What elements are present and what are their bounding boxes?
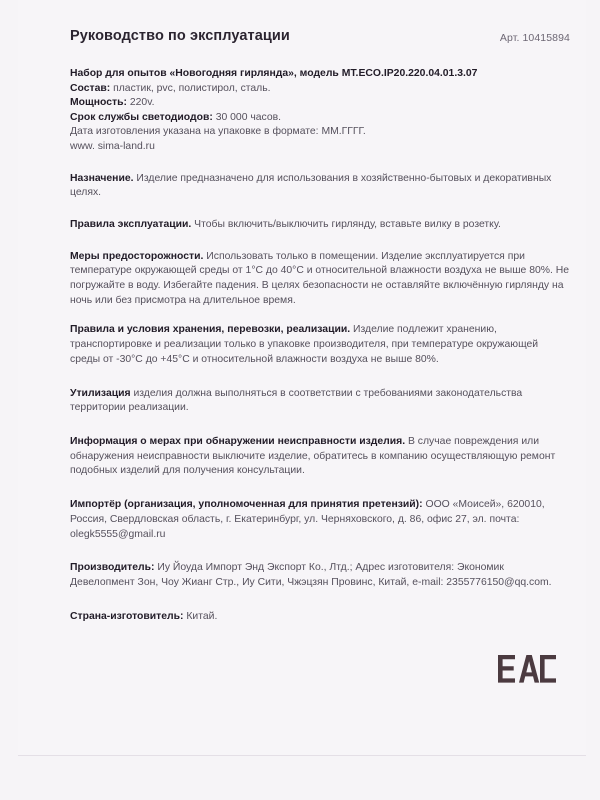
section-importer bbox=[70, 498, 570, 542]
section-country-heading: Страна-изготовитель: bbox=[70, 610, 184, 622]
section-disposal-body: изделия должна выполняться в соответствии с требованиями законодательства территории реализации. bbox=[70, 387, 523, 414]
section-operating-rules bbox=[70, 218, 570, 233]
spec-model-line bbox=[70, 67, 570, 82]
section-disposal bbox=[70, 387, 570, 416]
page-surface bbox=[18, 0, 586, 756]
section-purpose-body: Изделие предназначено для использования в хозяйственно-бытовых и декоративных целях. bbox=[70, 172, 552, 199]
section-country-of-origin bbox=[70, 610, 570, 625]
spec-led-life-label: Срок службы светодиодов: bbox=[70, 111, 213, 123]
spec-power-value: 220v. bbox=[129, 97, 155, 109]
section-country-body: Китай. bbox=[183, 610, 218, 622]
spec-manufacture-date: Дата изготовления указана на упаковке в формате: ММ.ГГГГ. bbox=[70, 126, 366, 138]
section-storage-transport-sale bbox=[70, 323, 570, 367]
spec-power-line bbox=[70, 96, 570, 111]
spec-model-label: Набор для опытов «Новогодняя гирлянда», модель bbox=[70, 68, 339, 79]
document-content bbox=[70, 28, 570, 624]
spec-model-value: MT.ECO.IP20.220.04.01.3.07 bbox=[341, 68, 478, 79]
section-storage-body: Изделие подлежит хранению, транспортировке и реализации только в упаковке производителя, при температуре окружающей среды от -30°С до +45°С и относительной влажности воздуха не выше 80%. bbox=[70, 324, 539, 365]
section-manufacturer-heading: Производитель: bbox=[70, 562, 155, 574]
section-manufacturer-body: Иу Йоуда Импорт Энд Экспорт Ко., Лтд.; Адрес изготовителя: Экономик Девелопмент Зон, Чоу Жианг Стр., Иу Сити, Чжэцзян Провинс, Китай, e-mail: 2355776150@qq.com. bbox=[70, 562, 552, 588]
section-purpose bbox=[70, 172, 570, 201]
section-importer-body: ООО «Моисей», 620010, Россия, Свердловская область, г. Екатеринбург, ул. Черняховского, д. 86, офис 27, эл. почта: olegk5555@gmail.ru bbox=[70, 499, 545, 540]
section-precautions-body: Использовать только в помещении. Изделие эксплуатируется при температуре окружающей среды от 1°С до 40°С и относительной влажности воздуха не выше 80%. Не погружайте в воду. Избегайте падения. В целях безопасности не оставляйте включённую гирлянду на ночь или без присмотра на длительное время. bbox=[70, 250, 570, 306]
section-manufacturer bbox=[70, 561, 570, 590]
section-operating-rules-body: Чтобы включить/выключить гирлянду, вставьте вилку в розетку. bbox=[191, 218, 501, 230]
section-purpose-heading: Назначение. bbox=[70, 172, 134, 184]
spec-led-life-line bbox=[70, 111, 570, 126]
spec-power-label: Мощность: bbox=[70, 97, 127, 109]
section-operating-rules-heading: Правила эксплуатации. bbox=[70, 218, 192, 230]
section-malfunction-info bbox=[70, 435, 570, 479]
specification-block bbox=[70, 67, 570, 155]
section-importer-heading: Импортёр (организация, уполномоченная для принятия претензий): bbox=[70, 499, 423, 511]
article-number: Арт. 10415894 bbox=[499, 32, 570, 44]
spec-led-life-value: 30 000 часов. bbox=[215, 111, 282, 123]
section-precautions bbox=[70, 250, 570, 309]
section-malfunction-body: В случае повреждения или обнаружения неисправности выключите изделие, обратитесь в компанию осуществляющую ремонт подобных изделий для получения консультации. bbox=[70, 436, 556, 477]
eac-conformity-mark-icon bbox=[496, 651, 558, 697]
section-precautions-heading: Меры предосторожности. bbox=[70, 250, 204, 262]
section-storage-heading: Правила и условия хранения, перевозки, реализации. bbox=[70, 324, 351, 336]
section-malfunction-heading: Информация о мерах при обнаружении неисправности изделия. bbox=[70, 436, 406, 447]
document-header bbox=[70, 28, 570, 58]
spec-composition-label: Состав: bbox=[70, 82, 111, 94]
section-disposal-heading: Утилизация bbox=[70, 387, 131, 399]
page-title: Руководство по эксплуатации bbox=[70, 28, 290, 44]
spec-website: www. sima-land.ru bbox=[70, 140, 155, 152]
spec-composition-line bbox=[70, 82, 570, 97]
spec-composition-value: пластик, pvc, полистирол, сталь. bbox=[113, 82, 271, 94]
